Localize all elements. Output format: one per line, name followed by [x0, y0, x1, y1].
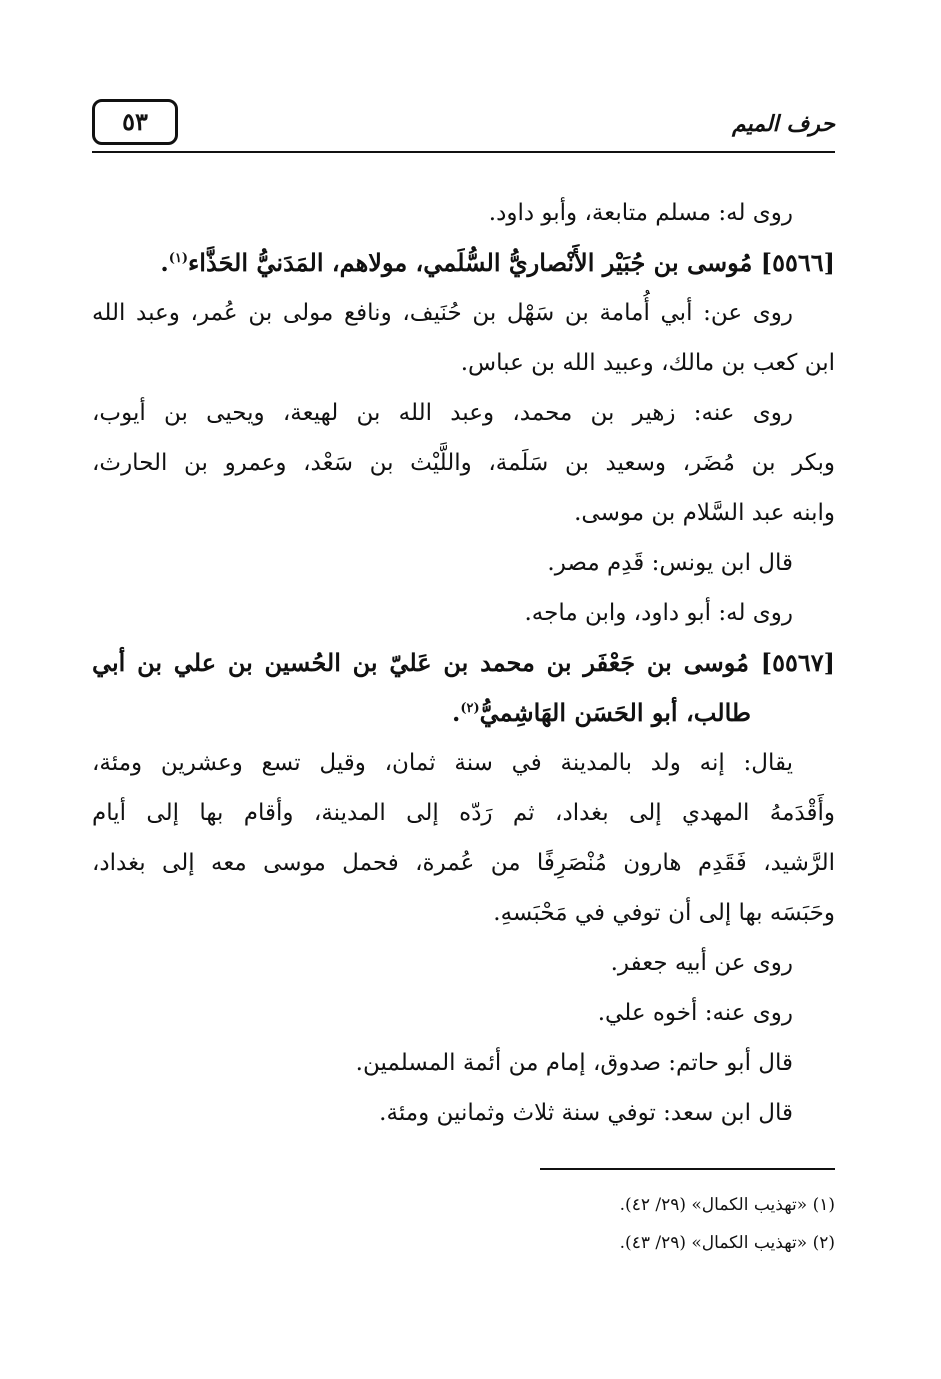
- text-line: روى له: أبو داود، وابن ماجه.: [524, 600, 793, 626]
- entry-heading-5567: [92, 638, 835, 688]
- footnote-ref: (٢): [460, 701, 480, 716]
- text-line: وحَبَسَه بها إلى أن توفي في مَحْبَسهِ.: [493, 900, 835, 926]
- text-line: روى عنه: زهير بن محمد، وعبد الله بن لهيعة، ويحيى بن أيوب،: [92, 400, 793, 426]
- footnote-ref: (١): [168, 251, 189, 266]
- text-line: روى عن: أبي أُمامة بن سَهْل بن حُنَيف، ونافع مولى بن عُمر، وعبد الله: [92, 300, 793, 326]
- text-line: ابن كعب بن مالك، وعبيد الله بن عباس.: [460, 350, 835, 376]
- text-line: قال أبو حاتم: صدوق، إمام من أئمة المسلمين.: [355, 1050, 793, 1076]
- page-header: [92, 95, 835, 155]
- entry-heading-5567-cont: طالب، أبو الحَسَن الهَاشِميُّ$^{(٢)}$.: [451, 698, 751, 727]
- entry-name: مُوسى بن جُبَيْر الأَنْصاريُّ السُّلَمي، مولاهم، المَدَنيُّ الحَذَّاء: [188, 248, 753, 277]
- entry-name-cont: طالب، أبو الحَسَن الهَاشِميُّ: [479, 698, 751, 727]
- footnote-1: (١) «تهذيب الكمال» (٢٩/ ٤٢).: [619, 1195, 835, 1215]
- text-line: روى عنه: أخوه علي.: [597, 1000, 793, 1026]
- entry-name: مُوسى بن جَعْفَر بن محمد بن عَليّ بن الحُسين بن علي بن أبي: [92, 648, 749, 677]
- text-line: يقال: إنه ولد بالمدينة في سنة ثمان، وقيل تسع وعشرين ومئة،: [92, 750, 793, 776]
- text-line: قال ابن سعد: توفي سنة ثلاث وثمانين ومئة.: [379, 1100, 793, 1126]
- entry-number: [٥٥٦٧]: [760, 648, 835, 677]
- entry-number: [٥٥٦٦]: [760, 248, 835, 277]
- text-line: قال ابن يونس: قَدِم مصر.: [547, 550, 793, 576]
- header-rule: [92, 151, 835, 153]
- footnote-separator: [540, 1168, 835, 1170]
- footnote-2: (٢) «تهذيب الكمال» (٢٩/ ٤٣).: [619, 1233, 835, 1253]
- entry-heading-5566: [٥٥٦٦] مُوسى بن جُبَيْر الأَنْصاريُّ السُّلَمي، مولاهم، المَدَنيُّ الحَذَّاء$^{(١)}$.: [160, 248, 835, 277]
- text-line: وابنه عبد السَّلام بن موسى.: [574, 500, 835, 526]
- text-line: الرَّشيد، فَقَدِم هارون مُنْصَرِفًا من عُمرة، فحمل موسى معه إلى بغداد،: [92, 850, 835, 876]
- text-line: روى عن أبيه جعفر.: [610, 950, 793, 976]
- page-number: ٥٣: [122, 107, 148, 136]
- footnotes: [92, 1186, 835, 1262]
- text-line: وبكر بن مُضَر، وسعيد بن سَلَمة، واللَّيْث بن سَعْد، وعمرو بن الحارث،: [92, 450, 835, 476]
- text-line: روى له: مسلم متابعة، وأبو داود.: [488, 200, 793, 226]
- main-text: [92, 188, 835, 1138]
- running-head: حرف الميم: [731, 111, 835, 137]
- text-line: وأَقْدَمهُ المهدي إلى بغداد، ثم رَدّه إلى المدينة، وأقام بها إلى أيام: [92, 800, 835, 826]
- page-number-box: [92, 99, 178, 145]
